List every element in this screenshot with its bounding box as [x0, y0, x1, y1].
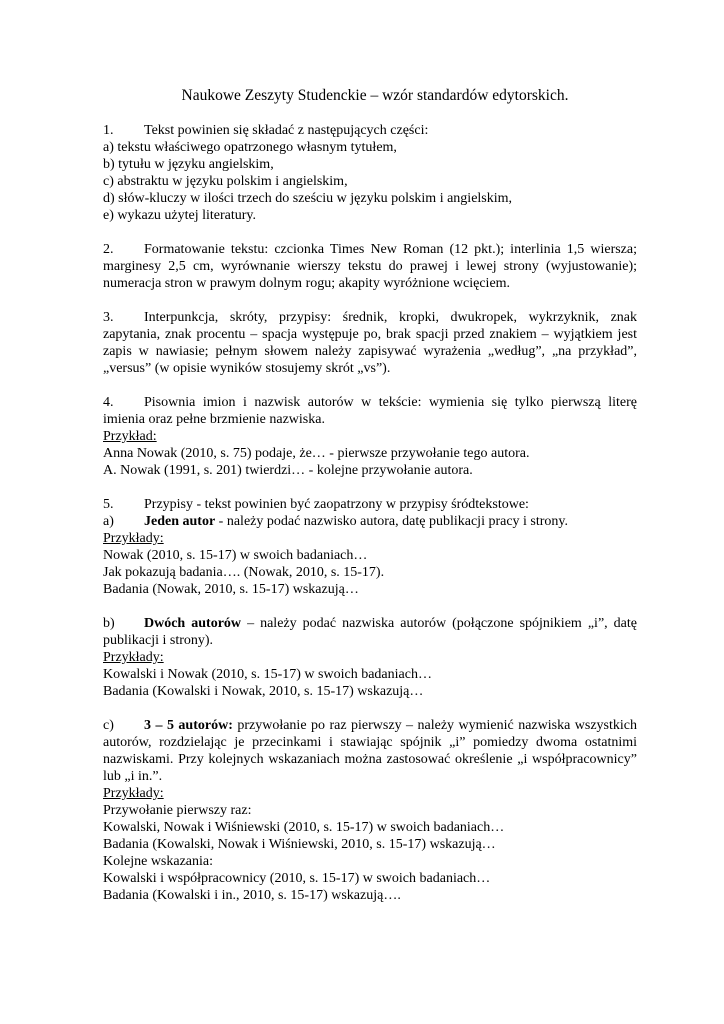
subsection-b-text — [103, 615, 637, 649]
section-2-paragraph — [103, 241, 637, 292]
section-5-heading — [103, 496, 637, 513]
list-item: a) tekstu właściwego opatrzonego własnym tytułem, — [103, 140, 397, 155]
example-line: A. Nowak (1991, s. 201) twierdzi… - kolejne przywołanie autora. — [103, 463, 473, 478]
section-5 — [103, 496, 637, 904]
document-title: Naukowe Zeszyty Studenckie – wzór standardów edytorskich. — [181, 87, 569, 104]
subsection-a-text — [103, 513, 637, 530]
section-3-paragraph — [103, 309, 637, 377]
example-line: Jak pokazują badania…. (Nowak, 2010, s. 15-17). — [103, 565, 385, 580]
section-4-paragraph — [103, 394, 637, 428]
subsection-b — [103, 615, 637, 700]
example-line: Badania (Kowalski, Nowak i Wiśniewski, 2010, s. 15-17) wskazują… — [103, 837, 496, 852]
examples-label-text: Przykłady: — [103, 531, 164, 546]
example-label-text: Przykład: — [103, 429, 157, 444]
subsection-a — [103, 513, 637, 598]
example-line: Nowak (2010, s. 15-17) w swoich badaniach… — [103, 548, 368, 563]
subsection-c-text — [103, 717, 637, 785]
section-number: 3. — [103, 310, 114, 325]
example-line: Badania (Nowak, 2010, s. 15-17) wskazują… — [103, 582, 359, 597]
list-item: e) wykazu użytej literatury. — [103, 208, 257, 223]
example-line: Kowalski i współpracownicy (2010, s. 15-17) w swoich badaniach… — [103, 871, 491, 886]
section-3 — [103, 309, 637, 377]
example-label — [103, 428, 637, 445]
section-3-text: Interpunkcja, skróty, przypisy: średnik, kropki, dwukropek, wykrzyknik, znak zapytania, znak procentu – spacja występuje po, brak spacji przed znakiem – wyjątkiem jest zapis w nawiasie; pełnym słowem należy zapisywać wyrażenia „według”, „na przykład”, „versus” (w opisie wyników stosujemy skrót „vs”). — [103, 310, 637, 376]
example-line: Badania (Kowalski i Nowak, 2010, s. 15-17) wskazują… — [103, 684, 424, 699]
section-1-heading — [103, 122, 637, 139]
example-line: Przywołanie pierwszy raz: — [103, 803, 252, 818]
examples-label-text: Przykłady: — [103, 786, 164, 801]
subsection-a-rest: - należy podać nazwisko autora, datę publikacji pracy i strony. — [215, 514, 569, 529]
subsection-c-rest: przywołanie po raz pierwszy – należy wymienić nazwiska wszystkich autorów, rozdzielając je przecinkami i stawiając spójnik „i” pomiedzy dwoma ostatnimi nazwiskami. Przy kolejnych wskazaniach można zastosować określenie „i współpracownicy” lub „i in.”. — [103, 718, 637, 784]
list-item: c) abstraktu w języku polskim i angielskim, — [103, 174, 348, 189]
list-item: d) słów-kluczy w ilości trzech do sześciu w języku polskim i angielskim, — [103, 191, 513, 206]
example-line: Anna Nowak (2010, s. 75) podaje, że… - pierwsze przywołanie tego autora. — [103, 446, 530, 461]
subsection-a-bold: Jeden autor — [144, 514, 216, 529]
document-page — [103, 86, 637, 904]
example-line: Kowalski, Nowak i Wiśniewski (2010, s. 15-17) w swoich badaniach… — [103, 820, 505, 835]
section-number: 2. — [103, 242, 114, 257]
examples-label — [103, 530, 637, 547]
section-number: 5. — [103, 497, 114, 512]
subsection-b-bold: Dwóch autorów — [144, 616, 242, 631]
section-1 — [103, 122, 637, 224]
section-4 — [103, 394, 637, 479]
subsection-letter: a) — [103, 514, 114, 529]
subsection-b-rest: – należy podać nazwiska autorów (połączone spójnikiem „i”, datę publikacji i strony). — [103, 616, 637, 648]
section-number: 4. — [103, 395, 114, 410]
subsection-letter: b) — [103, 616, 115, 631]
examples-label-text: Przykłady: — [103, 650, 164, 665]
example-line: Kolejne wskazania: — [103, 854, 214, 869]
section-4-text: Pisownia imion i nazwisk autorów w tekście: wymienia się tylko pierwszą literę imienia oraz pełne brzmienie nazwiska. — [103, 395, 637, 427]
section-5-text: Przypisy - tekst powinien być zaopatrzony w przypisy śródtekstowe: — [144, 497, 529, 512]
subsection-letter: c) — [103, 718, 114, 733]
examples-label — [103, 785, 637, 802]
section-2-text: Formatowanie tekstu: czcionka Times New Roman (12 pkt.); interlinia 1,5 wiersza; marginesy 2,5 cm, wyrównanie wierszy tekstu do prawej i lewej strony (wyjustowanie); numeracja stron w prawym dolnym rogu; akapity wyróżnione wcięciem. — [103, 242, 637, 291]
section-1-text: Tekst powinien się składać z następujących części: — [144, 123, 429, 138]
examples-label — [103, 649, 637, 666]
subsection-c — [103, 717, 637, 904]
subsection-c-bold: 3 – 5 autorów: — [144, 718, 233, 733]
list-item: b) tytułu w języku angielskim, — [103, 157, 274, 172]
section-number: 1. — [103, 123, 114, 138]
example-line: Badania (Kowalski i in., 2010, s. 15-17) wskazują…. — [103, 888, 401, 903]
example-line: Kowalski i Nowak (2010, s. 15-17) w swoich badaniach… — [103, 667, 432, 682]
section-2 — [103, 241, 637, 292]
